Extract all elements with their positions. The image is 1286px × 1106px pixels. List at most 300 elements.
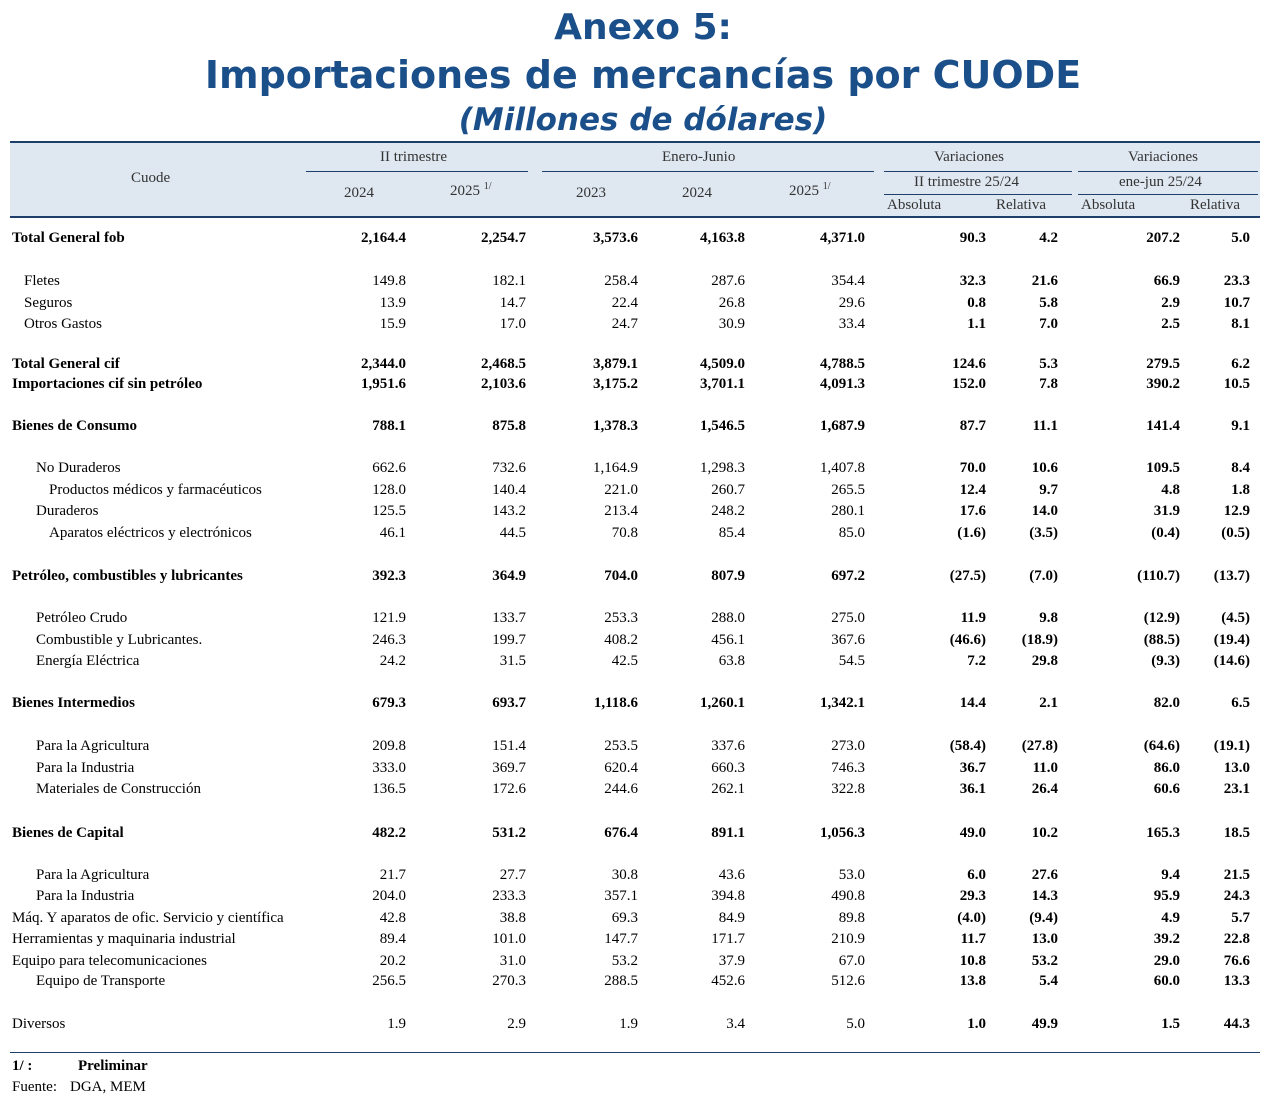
cell-value: 0.8	[967, 295, 986, 311]
cell-value: 408.2	[604, 632, 638, 648]
cell-value: 620.4	[604, 760, 638, 776]
cell-value: 322.8	[831, 781, 865, 797]
cell-value: 233.3	[492, 888, 526, 904]
cell-value: 149.8	[372, 273, 406, 289]
cell-value: 67.0	[838, 953, 865, 969]
table-row	[10, 929, 1260, 949]
table-row	[10, 523, 1260, 543]
cell-value: 704.0	[604, 568, 638, 584]
cell-value: 95.9	[1153, 888, 1180, 904]
cell-value: 279.5	[1146, 356, 1180, 372]
cell-value: 697.2	[831, 568, 865, 584]
cell-value: 22.4	[611, 295, 638, 311]
cell-value: 60.6	[1153, 781, 1180, 797]
header-cuode: Cuode	[131, 170, 171, 186]
cell-value: 70.0	[959, 460, 986, 476]
cell-value: 121.9	[372, 610, 406, 626]
cell-value: (3.5)	[1029, 525, 1058, 541]
cell-value: (18.9)	[1021, 632, 1058, 648]
cell-value: (9.4)	[1029, 910, 1058, 926]
cell-value: 357.1	[604, 888, 638, 904]
table-row	[10, 374, 1260, 394]
table-row	[10, 779, 1260, 799]
cell-value: 288.0	[711, 610, 745, 626]
header-group-variaciones-1: Variaciones	[934, 149, 1004, 165]
cell-value: 42.8	[379, 910, 406, 926]
cell-value: (7.0)	[1029, 568, 1058, 584]
cell-value: 29.3	[959, 888, 986, 904]
cell-value: 42.5	[611, 653, 638, 669]
cell-value: 253.3	[604, 610, 638, 626]
cell-value: 12.9	[1223, 503, 1250, 519]
cell-value: 37.9	[718, 953, 745, 969]
cell-value: 2.9	[507, 1016, 526, 1032]
cell-value: 204.0	[372, 888, 406, 904]
table-row	[10, 314, 1260, 334]
cell-value: 4.2	[1039, 230, 1058, 246]
note-marker: 1/	[822, 181, 831, 192]
table-row	[10, 886, 1260, 906]
cell-value: 262.1	[711, 781, 745, 797]
cell-value: 288.5	[604, 973, 638, 989]
cell-value: 101.0	[492, 931, 526, 947]
cell-value: (12.9)	[1143, 610, 1180, 626]
cell-value: 10.5	[1223, 376, 1250, 392]
cell-value: 2,468.5	[481, 356, 526, 372]
cell-value: 69.3	[611, 910, 638, 926]
cell-value: 452.6	[711, 973, 745, 989]
cell-value: 4,788.5	[820, 356, 865, 372]
cell-value: 693.7	[492, 695, 526, 711]
cell-value: 5.3	[1039, 356, 1058, 372]
cell-value: 26.4	[1031, 781, 1058, 797]
header-group-ii-trimestre: II trimestre	[380, 149, 448, 165]
header-rule	[542, 171, 874, 172]
cell-value: 86.0	[1153, 760, 1180, 776]
cell-value: 273.0	[831, 738, 865, 754]
table-row	[10, 354, 1260, 374]
table-row	[10, 271, 1260, 291]
cell-value: (0.5)	[1221, 525, 1250, 541]
cell-value: 390.2	[1146, 376, 1180, 392]
cell-value: 49.0	[959, 825, 986, 841]
cell-value: (46.6)	[949, 632, 986, 648]
cell-value: 143.2	[492, 503, 526, 519]
cell-value: 5.8	[1039, 295, 1058, 311]
cell-value: 199.7	[492, 632, 526, 648]
row-label: Otros Gastos	[24, 316, 102, 332]
cell-value: 2,344.0	[361, 356, 406, 372]
cell-value: 4,509.0	[700, 356, 745, 372]
cell-value: 140.4	[492, 482, 526, 498]
cell-value: 39.2	[1153, 931, 1180, 947]
header-rule	[1078, 194, 1258, 195]
cell-value: 746.3	[831, 760, 865, 776]
cell-value: 21.7	[379, 867, 406, 883]
cell-value: 1.5	[1161, 1016, 1180, 1032]
cell-value: 87.7	[959, 418, 986, 434]
cell-value: 256.5	[372, 973, 406, 989]
table-row	[10, 736, 1260, 756]
row-label: Bienes de Consumo	[12, 418, 138, 434]
cell-value: (19.4)	[1213, 632, 1250, 648]
cell-value: 23.1	[1223, 781, 1250, 797]
cell-value: 9.4	[1161, 867, 1180, 883]
cell-value: 38.8	[499, 910, 526, 926]
cell-value: 3,701.1	[700, 376, 745, 392]
cell-value: 27.7	[499, 867, 526, 883]
cell-value: 210.9	[831, 931, 865, 947]
table-bottom-rule	[10, 1052, 1260, 1053]
cell-value: 4,091.3	[820, 376, 865, 392]
cell-value: 6.0	[967, 867, 986, 883]
table-row	[10, 651, 1260, 671]
row-label: Importaciones cif sin petróleo	[12, 376, 203, 392]
table-row	[10, 566, 1260, 586]
cell-value: (27.8)	[1021, 738, 1058, 754]
header-relativa-2: Relativa	[1190, 197, 1240, 213]
header-year-2024: 2024	[344, 185, 374, 201]
cell-value: 31.5	[499, 653, 526, 669]
cell-value: 2,254.7	[481, 230, 526, 246]
cell-value: 31.0	[499, 953, 526, 969]
footnote-mark: 1/ :	[12, 1058, 33, 1074]
cell-value: 3,573.6	[593, 230, 638, 246]
cell-value: (14.6)	[1213, 653, 1250, 669]
cell-value: 29.0	[1153, 953, 1180, 969]
cell-value: 213.4	[604, 503, 638, 519]
table-row	[10, 971, 1260, 991]
header-year-2025	[450, 181, 492, 200]
table-row	[10, 501, 1260, 521]
cell-value: 246.3	[372, 632, 406, 648]
cell-value: 10.2	[1031, 825, 1058, 841]
footnote-text: Preliminar	[78, 1058, 148, 1074]
cell-value: 482.2	[372, 825, 406, 841]
cell-value: 151.4	[492, 738, 526, 754]
cell-value: 172.6	[492, 781, 526, 797]
cell-value: 30.9	[718, 316, 745, 332]
header-sub-ene-jun: ene-jun 25/24	[1119, 174, 1202, 190]
header-relativa-1: Relativa	[996, 197, 1046, 213]
cell-value: 24.3	[1223, 888, 1250, 904]
cell-value: 133.7	[492, 610, 526, 626]
cell-value: 9.7	[1039, 482, 1058, 498]
cell-value: 1,687.9	[820, 418, 865, 434]
cell-value: 270.3	[492, 973, 526, 989]
header-year-2024-b: 2024	[682, 185, 712, 201]
cell-value: 10.6	[1031, 460, 1058, 476]
row-label: Materiales de Construcción	[36, 781, 201, 797]
row-label: Para la Agricultura	[36, 738, 150, 754]
cell-value: 14.3	[1031, 888, 1058, 904]
cell-value: 84.9	[718, 910, 745, 926]
cell-value: 13.9	[379, 295, 406, 311]
row-label: Seguros	[24, 295, 73, 311]
cell-value: 31.9	[1153, 503, 1180, 519]
row-label: Aparatos eléctricos y electrónicos	[49, 525, 252, 541]
cell-value: (4.0)	[957, 910, 986, 926]
row-label: Herramientas y maquinaria industrial	[12, 931, 236, 947]
cell-value: 490.8	[831, 888, 865, 904]
cell-value: 6.5	[1231, 695, 1250, 711]
cell-value: 265.5	[831, 482, 865, 498]
header-sub-ii-trimestre: II trimestre 25/24	[914, 174, 1019, 190]
cell-value: 3,175.2	[593, 376, 638, 392]
cell-value: 20.2	[379, 953, 406, 969]
cell-value: (27.5)	[949, 568, 986, 584]
cell-value: 21.5	[1223, 867, 1250, 883]
cell-value: 260.7	[711, 482, 745, 498]
cell-value: 60.0	[1153, 973, 1180, 989]
cell-value: 394.8	[711, 888, 745, 904]
cell-value: 3,879.1	[593, 356, 638, 372]
cell-value: 512.6	[831, 973, 865, 989]
footnote	[12, 1058, 148, 1075]
table-row	[10, 630, 1260, 650]
row-label: Fletes	[24, 273, 60, 289]
units-subtitle: (Millones de dólares)	[458, 102, 828, 138]
cell-value: 13.8	[959, 973, 986, 989]
cell-value: 280.1	[831, 503, 865, 519]
cell-value: 49.9	[1031, 1016, 1058, 1032]
cell-value: 17.6	[959, 503, 986, 519]
cell-value: 1,298.3	[700, 460, 745, 476]
cell-value: (13.7)	[1213, 568, 1250, 584]
header-rule	[306, 171, 528, 172]
cell-value: 662.6	[372, 460, 406, 476]
cell-value: (110.7)	[1137, 568, 1180, 584]
cell-value: 13.0	[1031, 931, 1058, 947]
cell-value: 337.6	[711, 738, 745, 754]
cell-value: 1,407.8	[820, 460, 865, 476]
cell-value: 8.4	[1231, 460, 1250, 476]
table-row	[10, 865, 1260, 885]
cell-value: 221.0	[604, 482, 638, 498]
cell-value: 2,164.4	[361, 230, 406, 246]
cell-value: 11.9	[960, 610, 986, 626]
table-row	[10, 951, 1260, 971]
cell-value: 125.5	[372, 503, 406, 519]
cell-value: 5.7	[1231, 910, 1250, 926]
cell-value: 891.1	[711, 825, 745, 841]
source-label: Fuente:	[12, 1079, 57, 1095]
cell-value: 1,546.5	[700, 418, 745, 434]
cell-value: 248.2	[711, 503, 745, 519]
cell-value: 12.4	[959, 482, 986, 498]
cell-value: 788.1	[372, 418, 406, 434]
row-label: Para la Industria	[36, 888, 135, 904]
cell-value: 354.4	[831, 273, 865, 289]
cell-value: 3.4	[726, 1016, 745, 1032]
cell-value: (19.1)	[1213, 738, 1250, 754]
cell-value: (64.6)	[1143, 738, 1180, 754]
cell-value: 147.7	[604, 931, 638, 947]
cell-value: (88.5)	[1143, 632, 1180, 648]
cell-value: 44.5	[499, 525, 526, 541]
table-row	[10, 228, 1260, 248]
row-label: Energía Eléctrica	[36, 653, 140, 669]
cell-value: 36.1	[959, 781, 986, 797]
row-label: Equipo de Transporte	[36, 973, 166, 989]
cell-value: 24.2	[379, 653, 406, 669]
header-absoluta-1: Absoluta	[887, 197, 942, 213]
table-row	[10, 608, 1260, 628]
cell-value: 5.4	[1039, 973, 1058, 989]
cell-value: 207.2	[1146, 230, 1180, 246]
cell-value: 82.0	[1153, 695, 1180, 711]
row-label: Máq. Y aparatos de ofic. Servicio y científica	[12, 910, 284, 926]
cell-value: 4.9	[1161, 910, 1180, 926]
row-label: Petróleo Crudo	[36, 610, 128, 626]
cell-value: 63.8	[718, 653, 745, 669]
cell-value: 369.7	[492, 760, 526, 776]
cell-value: 85.4	[718, 525, 745, 541]
cell-value: 15.9	[379, 316, 406, 332]
cell-value: 13.3	[1223, 973, 1250, 989]
cell-value: 7.0	[1039, 316, 1058, 332]
cell-value: 53.2	[1031, 953, 1058, 969]
cell-value: 1.8	[1231, 482, 1250, 498]
cell-value: 531.2	[492, 825, 526, 841]
cell-value: 22.8	[1223, 931, 1250, 947]
header-group-variaciones-2: Variaciones	[1128, 149, 1198, 165]
cell-value: (1.6)	[957, 525, 986, 541]
row-label: Para la Agricultura	[36, 867, 150, 883]
table-row	[10, 693, 1260, 713]
cell-value: 392.3	[372, 568, 406, 584]
table-row	[10, 416, 1260, 436]
cell-value: 18.5	[1223, 825, 1250, 841]
cell-value: 1.9	[619, 1016, 638, 1032]
cell-value: 9.8	[1039, 610, 1058, 626]
cell-value: 10.8	[959, 953, 986, 969]
cell-value: 258.4	[604, 273, 638, 289]
cell-value: 1.9	[387, 1016, 406, 1032]
cell-value: 287.6	[711, 273, 745, 289]
cell-value: 109.5	[1146, 460, 1180, 476]
cell-value: 27.6	[1031, 867, 1058, 883]
cell-value: 29.8	[1031, 653, 1058, 669]
header-rule	[884, 171, 1072, 172]
cell-value: 5.0	[846, 1016, 865, 1032]
cell-value: 165.3	[1146, 825, 1180, 841]
cell-value: 89.8	[838, 910, 865, 926]
year-label: 2025	[450, 183, 480, 199]
table-row	[10, 1014, 1260, 1034]
table-row	[10, 458, 1260, 478]
cell-value: 43.6	[718, 867, 745, 883]
row-label: Petróleo, combustibles y lubricantes	[12, 568, 243, 584]
cell-value: 1,260.1	[700, 695, 745, 711]
cell-value: (4.5)	[1221, 610, 1250, 626]
cell-value: 76.6	[1223, 953, 1250, 969]
cell-value: 128.0	[372, 482, 406, 498]
source-line	[12, 1079, 146, 1096]
cell-value: 253.5	[604, 738, 638, 754]
cell-value: 14.0	[1031, 503, 1058, 519]
cell-value: 24.7	[611, 316, 638, 332]
row-label: Duraderos	[36, 503, 99, 519]
cell-value: 13.0	[1223, 760, 1250, 776]
table-row	[10, 823, 1260, 843]
cell-value: 5.0	[1231, 230, 1250, 246]
table-row	[10, 758, 1260, 778]
cell-value: 676.4	[604, 825, 638, 841]
cell-value: 11.7	[960, 931, 986, 947]
cell-value: 1,164.9	[593, 460, 638, 476]
cell-value: 14.4	[959, 695, 986, 711]
cell-value: 32.3	[959, 273, 986, 289]
cell-value: 53.0	[838, 867, 865, 883]
cell-value: 29.6	[838, 295, 865, 311]
cell-value: 875.8	[492, 418, 526, 434]
row-label: Diversos	[12, 1016, 66, 1032]
cell-value: 1,056.3	[820, 825, 865, 841]
cell-value: 90.3	[959, 230, 986, 246]
cell-value: (0.4)	[1151, 525, 1180, 541]
cell-value: 364.9	[492, 568, 526, 584]
cell-value: 36.7	[959, 760, 986, 776]
imports-table	[10, 141, 1260, 1032]
cell-value: 46.1	[379, 525, 406, 541]
cell-value: 209.8	[372, 738, 406, 754]
cell-value: 152.0	[952, 376, 986, 392]
header-rule	[1078, 171, 1258, 172]
header-absoluta-2: Absoluta	[1081, 197, 1136, 213]
row-label: Bienes de Capital	[12, 825, 124, 841]
cell-value: 1,951.6	[361, 376, 406, 392]
cell-value: 8.1	[1231, 316, 1250, 332]
cell-value: 17.0	[499, 316, 526, 332]
cell-value: (58.4)	[949, 738, 986, 754]
header-group-enero-junio: Enero-Junio	[662, 149, 736, 165]
cell-value: 4.8	[1161, 482, 1180, 498]
row-label: Equipo para telecomunicaciones	[12, 953, 207, 969]
note-marker: 1/	[483, 181, 492, 192]
cell-value: 4,163.8	[700, 230, 745, 246]
source-text: DGA, MEM	[70, 1079, 146, 1095]
cell-value: 136.5	[372, 781, 406, 797]
row-label: No Duraderos	[36, 460, 121, 476]
cell-value: 11.1	[1032, 418, 1058, 434]
cell-value: 1.0	[967, 1016, 986, 1032]
cell-value: 2.5	[1161, 316, 1180, 332]
annex-title: Anexo 5:	[554, 7, 732, 48]
cell-value: 11.0	[1032, 760, 1058, 776]
cell-value: 367.6	[831, 632, 865, 648]
cell-value: 4,371.0	[820, 230, 865, 246]
cell-value: 23.3	[1223, 273, 1250, 289]
cell-value: 70.8	[611, 525, 638, 541]
cell-value: 53.2	[611, 953, 638, 969]
cell-value: 679.3	[372, 695, 406, 711]
row-label: Productos médicos y farmacéuticos	[49, 482, 262, 498]
cell-value: (9.3)	[1151, 653, 1180, 669]
cell-value: 1,342.1	[820, 695, 865, 711]
row-label: Bienes Intermedios	[12, 695, 135, 711]
cell-value: 6.2	[1231, 356, 1250, 372]
cell-value: 275.0	[831, 610, 865, 626]
cell-value: 1.1	[967, 316, 986, 332]
cell-value: 44.3	[1223, 1016, 1250, 1032]
table-row	[10, 480, 1260, 500]
header-year-2025-b	[789, 181, 831, 200]
header-year-2023: 2023	[576, 185, 606, 201]
table-header	[10, 141, 1260, 218]
year-label: 2025	[789, 183, 819, 199]
cell-value: 141.4	[1146, 418, 1180, 434]
